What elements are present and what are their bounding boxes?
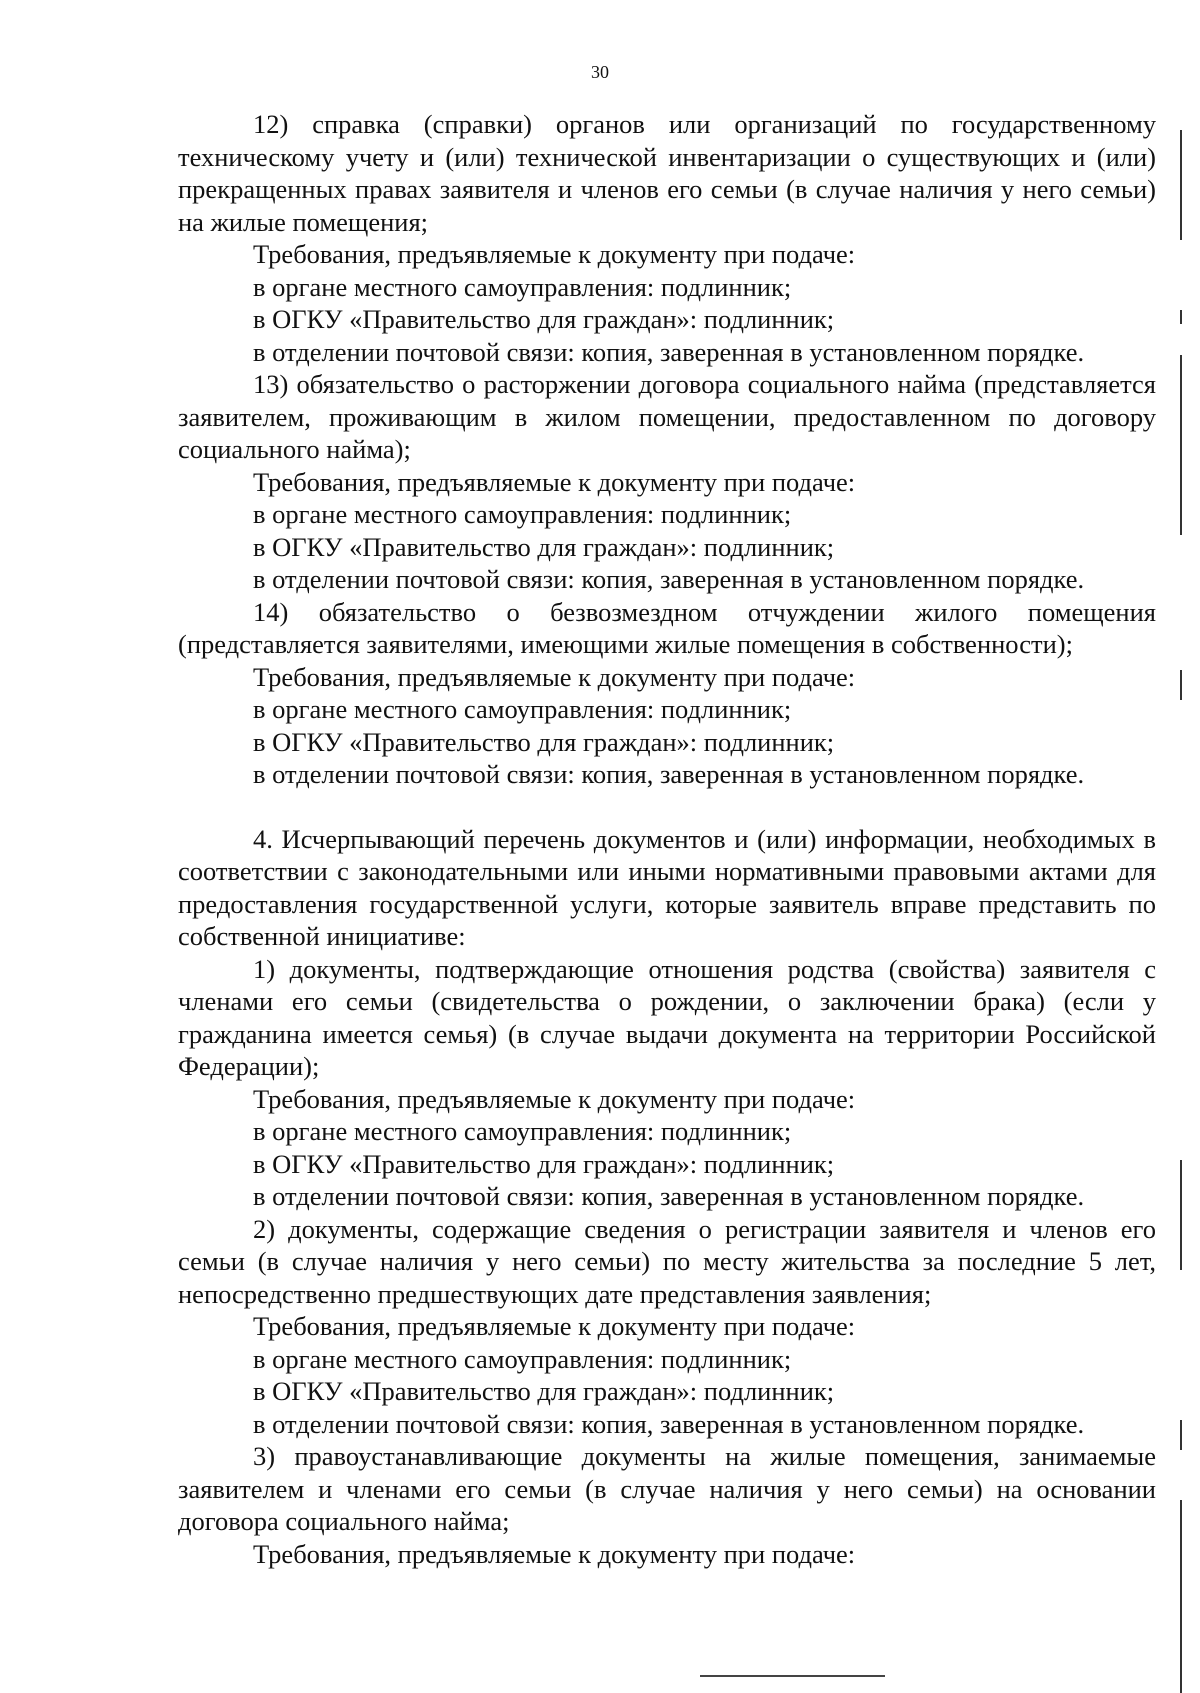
paragraph: в ОГКУ «Правительство для граждан»: подлинник; xyxy=(253,726,835,757)
paragraph: в ОГКУ «Правительство для граждан»: подлинник; xyxy=(253,1376,835,1406)
paragraph: в отделении почтовой связи: копия, заверенная в установленном порядке. xyxy=(253,336,1085,367)
paragraph: в ОГКУ «Правительство для граждан»: подлинник; xyxy=(253,531,835,562)
paragraph: в органе местного самоуправления: подлинник; xyxy=(253,1116,792,1146)
margin-mark xyxy=(1180,1500,1182,1693)
paragraph: 14) обязательство о безвозмездном отчуждении жилого помещения (представляется заявителями, имеющими жилые помещения в собственности); xyxy=(178,596,1156,659)
paragraph: в отделении почтовой связи: копия, заверенная в установленном порядке. xyxy=(253,1181,1085,1211)
page-number: 30 xyxy=(591,62,609,82)
document-body xyxy=(178,108,1156,1570)
margin-mark xyxy=(1180,310,1182,324)
paragraph: в органе местного самоуправления: подлинник; xyxy=(253,271,792,302)
paragraph: Требования, предъявляемые к документу при подаче: xyxy=(253,1538,856,1569)
margin-mark xyxy=(1180,1160,1182,1270)
margin-mark xyxy=(1180,670,1182,700)
paragraph: 3) правоустанавливающие документы на жилые помещения, занимаемые заявителем и членами его семьи (в случае наличия у него семьи) на основании договора социального найма; xyxy=(178,1441,1156,1536)
margin-mark xyxy=(1180,1420,1182,1450)
paragraph: в ОГКУ «Правительство для граждан»: подлинник; xyxy=(253,1148,835,1179)
paragraph: в органе местного самоуправления: подлинник; xyxy=(253,499,792,529)
paragraph: в органе местного самоуправления: подлинник; xyxy=(253,694,792,724)
paragraph: в отделении почтовой связи: копия, заверенная в установленном порядке. xyxy=(253,759,1085,789)
paragraph: в ОГКУ «Правительство для граждан»: подлинник; xyxy=(253,304,835,334)
margin-mark xyxy=(1180,130,1182,240)
footer-line xyxy=(700,1675,885,1677)
paragraph: Требования, предъявляемые к документу при подаче: xyxy=(253,466,856,497)
paragraph: Требования, предъявляемые к документу при подаче: xyxy=(253,1083,856,1114)
paragraph: 1) документы, подтверждающие отношения родства (свойства) заявителя с членами его семьи (свидетельства о рождении, о заключении брака) (если у гражданина имеется семья) (в случае выдачи документа на территории Российской Федерации); xyxy=(178,953,1156,1081)
paragraph: Требования, предъявляемые к документу при подаче: xyxy=(253,239,856,269)
paragraph: 13) обязательство о расторжении договора социального найма (представляется заявителем, проживающим в жилом помещении, предоставленном по договору социального найма); xyxy=(178,369,1156,464)
margin-mark xyxy=(1180,355,1182,535)
paragraph: в органе местного самоуправления: подлинник; xyxy=(253,1343,792,1374)
paragraph: 4. Исчерпывающий перечень документов и (или) информации, необходимых в соответствии с законодательными или иными нормативными правовыми актами для предоставления государственной услуги, которые заявитель вправе представить по собственной инициативе: xyxy=(178,823,1156,951)
paragraph: 12) справка (справки) органов или организаций по государственному техническому учету и (или) технической инвентаризации о существующих и (или) прекращенных правах заявителя и членов его семьи (в случае наличия у него семьи) на жилые помещения; xyxy=(178,109,1156,237)
paragraph: Требования, предъявляемые к документу при подаче: xyxy=(253,1311,856,1341)
paragraph-gap xyxy=(178,791,1156,823)
paragraph: 2) документы, содержащие сведения о регистрации заявителя и членов его семьи (в случае наличия у него семьи) по месту жительства за последние 5 лет, непосредственно предшествующих дате представления заявления; xyxy=(178,1213,1156,1309)
paragraph: в отделении почтовой связи: копия, заверенная в установленном порядке. xyxy=(253,564,1085,594)
paragraph: Требования, предъявляемые к документу при подаче: xyxy=(253,661,856,692)
paragraph: в отделении почтовой связи: копия, заверенная в установленном порядке. xyxy=(253,1408,1085,1439)
